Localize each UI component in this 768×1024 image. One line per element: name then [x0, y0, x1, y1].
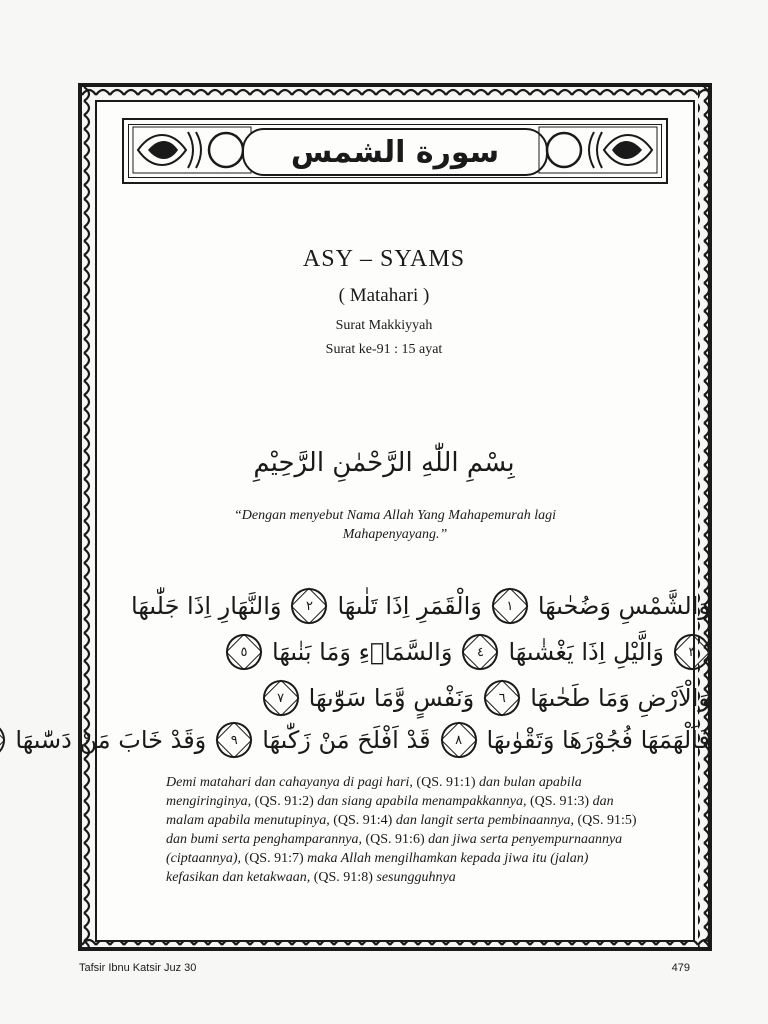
verse-text: وَقَدْ خَابَ مَنْ دَسّٰىهَا: [15, 726, 207, 754]
verse-line-2: [150, 632, 710, 672]
verse-number-marker: ٧: [263, 680, 299, 716]
arabesque-ornament-right: [538, 126, 658, 174]
verse-text: وَالْقَمَرِ اِذَا تَلٰىهَا: [337, 592, 482, 620]
translation-text: Demi matahari dan cahayanya di pagi hari,: [166, 775, 417, 790]
translation-text: dan siang apabila menampakkannya,: [317, 794, 530, 809]
verse-number-marker: ٢: [291, 588, 327, 624]
verse-reference: (QS. 91:7): [244, 851, 308, 866]
verse-number-marker: ١: [492, 588, 528, 624]
verse-number-marker: ٦: [484, 680, 520, 716]
verse-number-marker: ٥: [226, 634, 262, 670]
verse-number-marker: ٨: [441, 722, 477, 758]
page-number: 479: [671, 962, 690, 974]
surah-title: ASY – SYAMS: [302, 246, 466, 272]
basmala-translation: “Dengan menyebut Nama Allah Yang Mahapemurah lagi Mahapenyayang.”: [234, 508, 556, 542]
verse-line-4: [15, 720, 710, 760]
verse-reference: (QS. 91:3): [529, 794, 593, 809]
verse-text: قَدْ اَفْلَحَ مَنْ زَكّٰىهَا: [262, 726, 431, 754]
verse-reference: (QS. 91:2): [254, 794, 318, 809]
verse-number-marker: ٣: [674, 634, 710, 670]
verse-text: وَالَّيْلِ اِذَا يَغْشٰىهَا: [508, 638, 664, 666]
verse-text: وَالنَّهَارِ اِذَا جَلّٰىهَا: [131, 592, 282, 620]
arabesque-ornament-left: [132, 126, 252, 174]
translation-text: maka Allah mengilhamkan kepada jiwa itu (jalan) kefasikan dan ketakwaan,: [166, 851, 589, 885]
surah-subtitle: ( Matahari ): [338, 285, 430, 306]
verse-line-3: [150, 678, 710, 718]
verse-reference: (QS. 91:5): [577, 813, 637, 828]
verse-reference: (QS. 91:4): [333, 813, 396, 828]
verse-reference: (QS. 91:8): [313, 870, 377, 885]
verse-reference: (QS. 91:1): [416, 775, 480, 790]
translation-text: dan bumi serta penghamparannya,: [166, 832, 366, 847]
basmala-arabic: بِسْمِ اللّٰهِ الرَّحْمٰنِ الرَّحِيْمِ: [253, 448, 515, 478]
translation-text: sesungguhnya: [376, 870, 456, 885]
translation-text: dan malam apabila menutupinya,: [166, 794, 614, 828]
surah-type: Surat Makkiyyah: [335, 318, 433, 333]
surah-number-info: Surat ke-91 : 15 ayat: [325, 342, 443, 357]
verse-line-1: [131, 586, 710, 626]
translation-text: dan jiwa serta penyempurnaannya (ciptaannya),: [166, 832, 623, 866]
translation-text: dan bulan apabila mengiringinya,: [166, 775, 582, 809]
verse-reference: (QS. 91:6): [365, 832, 429, 847]
verse-text: وَالسَّمَاۤءِ وَمَا بَنٰىهَا: [272, 638, 453, 666]
translation-text: dan langit serta pembinaannya,: [395, 813, 578, 828]
surah-name-arabic: سورة الشمس: [290, 134, 500, 170]
verse-text: وَالشَّمْسِ وَضُحٰىهَا: [537, 592, 710, 620]
book-title-footer: Tafsir Ibnu Katsir Juz 30: [79, 962, 197, 974]
surah-header-band: [122, 118, 668, 184]
verse-text: وَنَفْسٍ وَّمَا سَوّٰىهَا: [308, 684, 475, 712]
surah-name-cartouche: [242, 128, 548, 176]
verse-text: وَالْاَرْضِ وَمَا طَحٰىهَا: [530, 684, 710, 712]
verse-number-marker: ٤: [462, 634, 498, 670]
verse-number-marker: [0, 722, 5, 758]
verse-number-marker: ٩: [216, 722, 252, 758]
verse-translation-paragraph: [166, 773, 644, 887]
verse-text: فَاَلْهَمَهَا فُجُوْرَهَا وَتَقْوٰىهَا: [486, 726, 710, 754]
